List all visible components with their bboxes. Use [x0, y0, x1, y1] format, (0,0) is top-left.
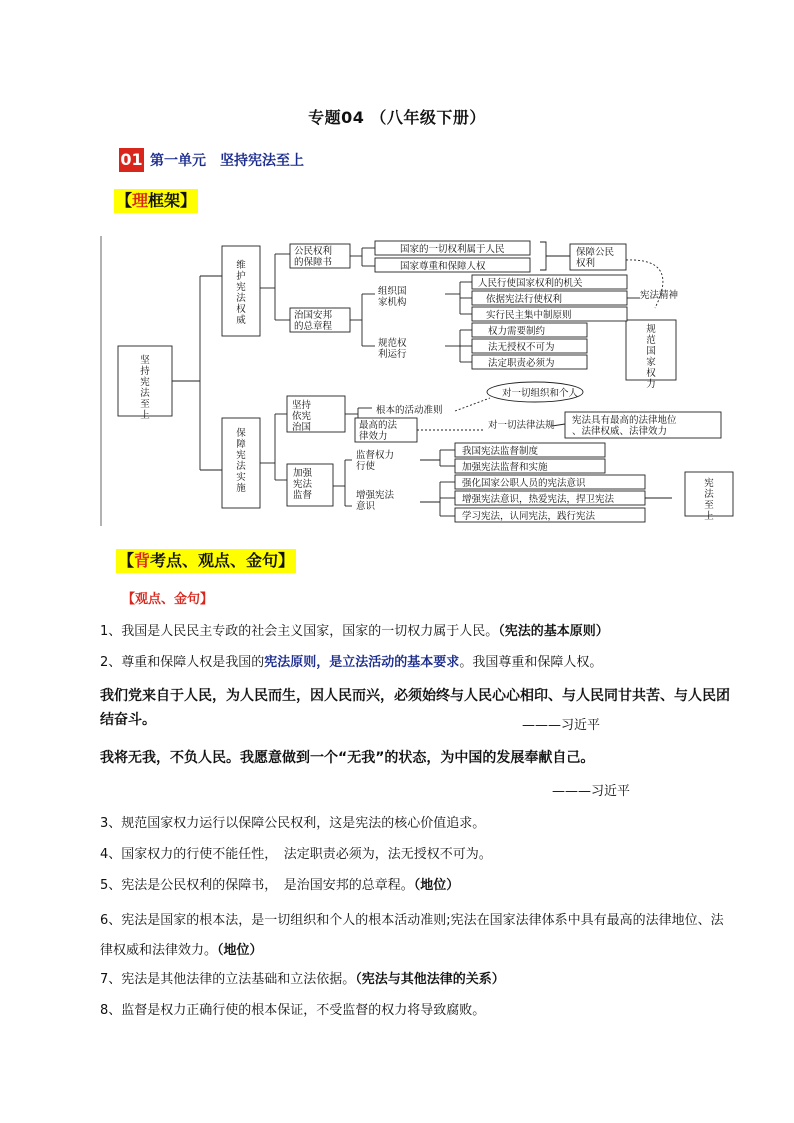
quote-1: 我们党来自于人民，为人民而生，因人民而兴，必须始终与人民心心相印、与人民同甘共苦、与人民团结奋斗。 — [100, 688, 730, 728]
char: 护 — [236, 271, 246, 282]
char: 权 — [236, 304, 246, 315]
point-2-a: 2、尊重和保障人权是我国的 — [100, 655, 265, 670]
char: 上 — [704, 511, 714, 522]
bracket-close: 】 — [180, 191, 197, 210]
point-3: 3、规范国家权力运行以保障公民权利，这是宪法的核心价值追求。 — [100, 816, 486, 831]
points-heading — [116, 549, 296, 573]
char: 障 — [236, 439, 246, 450]
char: 力 — [646, 379, 656, 390]
bracket-open: 【 — [118, 551, 135, 570]
leaf-org-2: 依据宪法行使权利 — [486, 294, 563, 305]
unit-title: 第一单元 坚持宪法至上 — [150, 153, 304, 169]
node-supervise-text — [293, 467, 313, 501]
point-1-text: 1、我国是人民民主专政的社会主义国家，国家的一切权力属于人民。 — [100, 624, 499, 639]
point-8: 8、监督是权力正确行使的根本保证，不受监督的权力将导致腐败。 — [100, 1003, 486, 1018]
line: 保障公民 — [576, 247, 615, 258]
leaf-people-power: 国家的一切权利属于人民 — [400, 244, 505, 255]
point-6 — [100, 906, 730, 966]
oval-all-orgs: 对一切组织和个人 — [502, 388, 579, 399]
line: 加强 — [293, 468, 313, 479]
point-6-text: 6、宪法是国家的根本法，是一切组织和个人的根本活动准则;宪法在国家法律体系中具有最高的法律地位、法律权威和法律效力。 — [100, 913, 724, 958]
point-2 — [100, 652, 720, 674]
line: 宪法 — [293, 479, 313, 490]
leaf-reg-3: 法定职责必须为 — [488, 358, 555, 369]
char: 宪 — [140, 377, 150, 388]
leaf-human-rights: 国家尊重和保障人权 — [400, 261, 486, 272]
points-highlight: 背 — [134, 551, 151, 570]
line: 坚持 — [292, 400, 312, 411]
point-1-tag: （宪法的基本原则） — [498, 624, 609, 639]
leaf-aw-2: 增强宪法意识，热爱宪法，捍卫宪法 — [462, 494, 615, 505]
node-organize — [378, 285, 407, 308]
char: 威 — [236, 315, 246, 326]
line: 权利 — [576, 258, 596, 269]
line: 意识 — [356, 501, 376, 512]
page-title: 专题04 （八年级下册） — [308, 108, 486, 127]
leaf-org-3: 实行民主集中制原则 — [486, 310, 572, 321]
line: 治国 — [292, 422, 312, 433]
leaf-reg-2: 法无授权不可为 — [488, 342, 555, 353]
framework-diagram — [100, 228, 740, 528]
bracket-close: 】 — [278, 551, 295, 570]
line: 依宪 — [292, 411, 312, 422]
section-label: 【观点、金句】 — [122, 592, 214, 607]
node-uphold-text — [292, 399, 312, 433]
char: 维 — [236, 260, 246, 271]
line: 增强宪法 — [356, 490, 395, 501]
line: 、法律权威、法律效力 — [572, 426, 668, 437]
line: 公民权利 — [294, 246, 333, 257]
char: 持 — [140, 366, 150, 377]
point-2-c: 是立法活动的基本要求 — [329, 655, 460, 670]
point-4: 4、国家权力的行使不能任性， 法定职责必须为，法无授权不可为。 — [100, 847, 492, 862]
point-7-tag: （宪法与其他法律的关系） — [355, 972, 505, 987]
char: 至 — [704, 500, 714, 511]
leaf-org-1: 人民行使国家权利的机关 — [478, 278, 583, 289]
point-5 — [100, 875, 720, 897]
box-status-text — [572, 414, 677, 437]
quote-2-sign: ———习近平 — [552, 784, 631, 799]
point-6-tag: （地位） — [217, 943, 263, 958]
char: 法 — [236, 293, 246, 304]
leaf-sup-2: 加强宪法监督和实施 — [462, 462, 548, 473]
char: 宪 — [704, 478, 714, 489]
diagram-root-text — [140, 354, 150, 421]
char: 家 — [646, 357, 656, 368]
leaf-fundamental: 根本的活动准则 — [376, 405, 443, 416]
char: 保 — [236, 428, 246, 439]
line: 利运行 — [378, 349, 407, 360]
leaf-all-laws: 对一切法律法规 — [488, 420, 555, 431]
char: 法 — [704, 489, 714, 500]
point-7 — [100, 969, 720, 991]
line: 组织国 — [378, 286, 407, 297]
char: 法 — [236, 461, 246, 472]
points-rest: 考点、观点、金句 — [150, 551, 279, 570]
leaf-sup-1: 我国宪法监督制度 — [462, 446, 539, 457]
box-regulate-power-text — [646, 323, 656, 390]
framework-highlight: 理 — [132, 191, 149, 210]
line: 规范权 — [378, 338, 407, 349]
leaf-reg-1: 权力需要制约 — [488, 326, 546, 337]
char: 法 — [140, 388, 150, 399]
diagram-branch-bottom-text — [236, 428, 246, 494]
char: 规 — [646, 324, 656, 335]
line: 治国安邦 — [294, 310, 333, 321]
node-awareness — [356, 489, 395, 512]
line: 监督 — [293, 490, 313, 501]
box-constitution-supreme-text — [704, 477, 714, 522]
line: 家机构 — [378, 297, 407, 308]
quote-1-sign: ———习近平 — [522, 718, 601, 733]
point-1 — [100, 621, 720, 643]
node-supervise-power — [356, 449, 394, 472]
line: 律效力 — [359, 431, 388, 442]
framework-heading — [114, 189, 198, 213]
char: 至 — [140, 399, 150, 410]
point-7-text: 7、宪法是其他法律的立法基础和立法依据。 — [100, 972, 356, 987]
point-5-text: 5、宪法是公民权利的保障书， 是治国安邦的总章程。 — [100, 878, 414, 893]
unit-number-badge: 01 — [119, 148, 144, 172]
line: 的保障书 — [294, 257, 333, 268]
char: 实 — [236, 472, 246, 483]
char: 上 — [140, 410, 150, 421]
char: 坚 — [140, 355, 150, 366]
leaf-aw-1: 强化国家公职人员的宪法意识 — [462, 478, 586, 489]
point-5-tag: （地位） — [413, 878, 460, 893]
node-regulate — [378, 337, 407, 360]
char: 权 — [646, 368, 656, 379]
line: 宪法具有最高的法律地位 — [572, 415, 677, 426]
line: 的总章程 — [294, 321, 333, 332]
framework-rest: 框架 — [148, 191, 181, 210]
char: 宪 — [236, 450, 246, 461]
char: 国 — [646, 346, 656, 357]
leaf-aw-3: 学习宪法，认同宪法，践行宪法 — [462, 511, 596, 522]
bracket-open: 【 — [116, 191, 133, 210]
diagram-node-charter-text — [294, 309, 333, 332]
line: 监督权力 — [356, 450, 395, 461]
line: 行使 — [356, 461, 376, 472]
point-2-d: 。我国尊重和保障人权。 — [459, 655, 603, 670]
char: 施 — [236, 483, 246, 494]
label-spirit: 宪法精神 — [640, 290, 679, 301]
line: 最高的法 — [359, 420, 398, 431]
diagram-branch-top-text — [236, 259, 246, 326]
char: 宪 — [236, 282, 246, 293]
quote-2: 我将无我，不负人民。我愿意做到一个“无我”的状态，为中国的发展奉献自己。 — [100, 750, 595, 766]
diagram-node-rights-text — [294, 245, 333, 268]
char: 范 — [646, 335, 656, 346]
point-2-b: 宪法原则， — [264, 655, 330, 670]
